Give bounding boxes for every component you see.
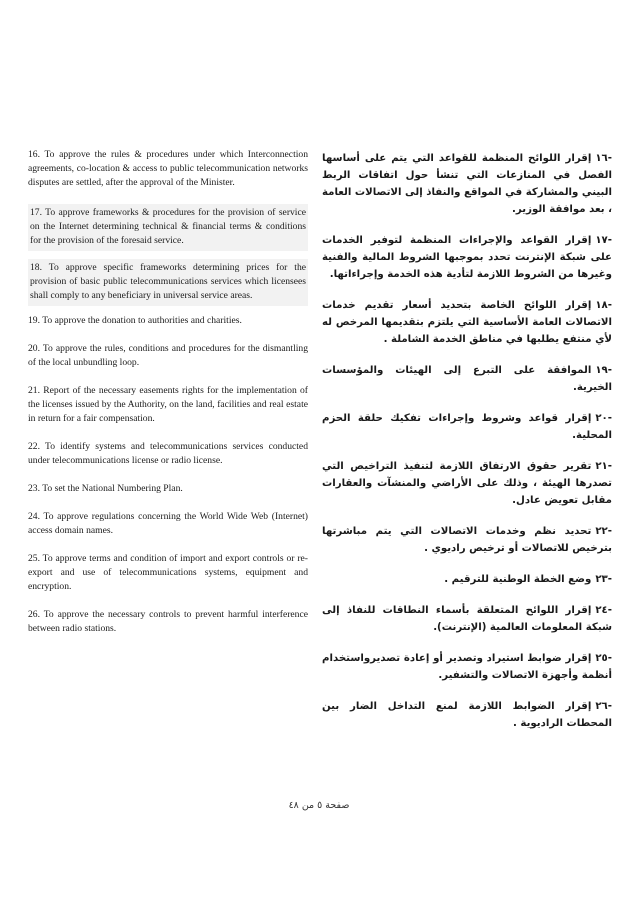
arabic-item-22 [322,523,612,557]
page-number-footer: صفحة ٥ من ٤٨ [288,800,350,811]
english-item-16: 16. To approve the rules & procedures under which Interconnection agreements, co-location & access to public telecommunication networks disputes are settled, after the approval of the Minister. [28,149,308,188]
arabic-item-number: -٢٦ [595,701,612,712]
english-item-20: 20. To approve the rules, conditions and procedures for the dismantling of the local unbundling loop. [28,343,308,368]
arabic-item-text: وضع الخطة الوطنية للترقيم . [444,574,592,585]
arabic-item-number: -١٦ [595,153,612,164]
english-item-17: 17. To approve frameworks & procedures for the provision of service on the Internet determining technical & financial terms & conditions for the provision of the foresaid service. [28,204,308,251]
arabic-item-text: إقرار ضوابط استيراد وتصدير أو إعادة تصديرواستخدام أنظمة وأجهزة الاتصالات والتشفير. [322,653,612,681]
english-item-22: 22. To identify systems and telecommunications services conducted under telecommunications license or radio license. [28,441,308,466]
arabic-item-number: -١٧ [595,235,612,246]
english-item-21: 21. Report of the necessary easements rights for the implementation of the licenses issued by the Authority, on the land, facilities and real estate in return for a fair compensation. [28,385,308,424]
arabic-item-text: إقرار قواعد وشروط وإجراءات تفكيك حلقة الحزم المحلية. [322,413,612,441]
english-item-19: 19. To approve the donation to authorities and charities. [28,315,242,326]
arabic-item-21 [322,458,612,509]
arabic-item-23 [322,571,612,588]
arabic-item-25 [322,650,612,684]
arabic-item-text: إقرار اللوائح المنظمة للقواعد التي يتم على أساسها الفصل في المنازعات التي تنشأ حول اتفاقات الربط البيني والمشاركة في المواقع والنفاذ إلى الاتصالات العامة ، بعد موافقة الوزير. [322,153,612,215]
english-item-24: 24. To approve regulations concerning the World Wide Web (Internet) access domain names. [28,511,308,536]
arabic-item-number: -١٩ [595,365,612,376]
arabic-item-text: إقرار القواعد والإجراءات المنظمة لتوفير الخدمات على شبكة الإنترنت تحدد بموجبها الشروط المالية والفنية وغيرها من الشروط اللازمة لتأدية هذه الخدمة وإجراءاتها. [322,235,612,280]
arabic-item-24 [322,602,612,636]
arabic-item-19 [322,362,612,396]
arabic-item-number: -٢٣ [595,574,612,585]
arabic-item-17 [322,232,612,283]
arabic-item-text: إقرار الضوابط اللازمة لمنع التداخل الضار بين المحطات الراديوية . [322,701,612,729]
arabic-item-16 [322,150,612,218]
arabic-item-number: -٢٢ [595,526,612,537]
arabic-item-text: تقرير حقوق الارتفاق اللازمة لتنفيذ التراخيص التي تصدرها الهيئة ، وذلك على الأراضي والمنشآت والعقارات مقابل تعويض عادل. [322,461,612,506]
arabic-item-number: -٢٤ [595,605,612,616]
english-column [28,148,308,650]
english-item-23: 23. To set the National Numbering Plan. [28,483,183,494]
english-item-25: 25. To approve terms and condition of import and export controls or re-export and use of telecommunications systems, equipment and encryption. [28,553,308,592]
arabic-item-number: -١٨ [595,300,612,311]
arabic-item-text: إقرار اللوائح الخاصة بتحديد أسعار تقديم خدمات الاتصالات العامة الأساسية التي يلتزم بتقديمها المرخص له لأي منتفع يطلبها في مناطق الخدمة الشاملة . [322,300,612,345]
arabic-item-number: -٢٥ [595,653,612,664]
arabic-item-number: -٢١ [595,461,612,472]
arabic-item-26 [322,698,612,732]
arabic-item-18 [322,297,612,348]
arabic-item-20 [322,410,612,444]
arabic-item-text: تحديد نظم وخدمات الاتصالات التي يتم مباشرتها بترخيص للاتصالات أو ترخيص راديوي . [322,526,612,554]
arabic-column [322,150,612,746]
english-item-18: 18. To approve specific frameworks determining prices for the provision of basic public telecommunications services which licensees shall comply to any beneficiary in universal service areas. [28,259,308,306]
english-item-26: 26. To approve the necessary controls to prevent harmful interference between radio stations. [28,609,308,634]
arabic-item-text: إقرار اللوائح المتعلقة بأسماء النطاقات للنفاذ إلى شبكة المعلومات العالمية (الإنترنت). [322,605,612,633]
arabic-item-number: -٢٠ [595,413,612,424]
arabic-item-text: الموافقة على التبرع إلى الهيئات والمؤسسات الخيرية. [322,365,612,393]
